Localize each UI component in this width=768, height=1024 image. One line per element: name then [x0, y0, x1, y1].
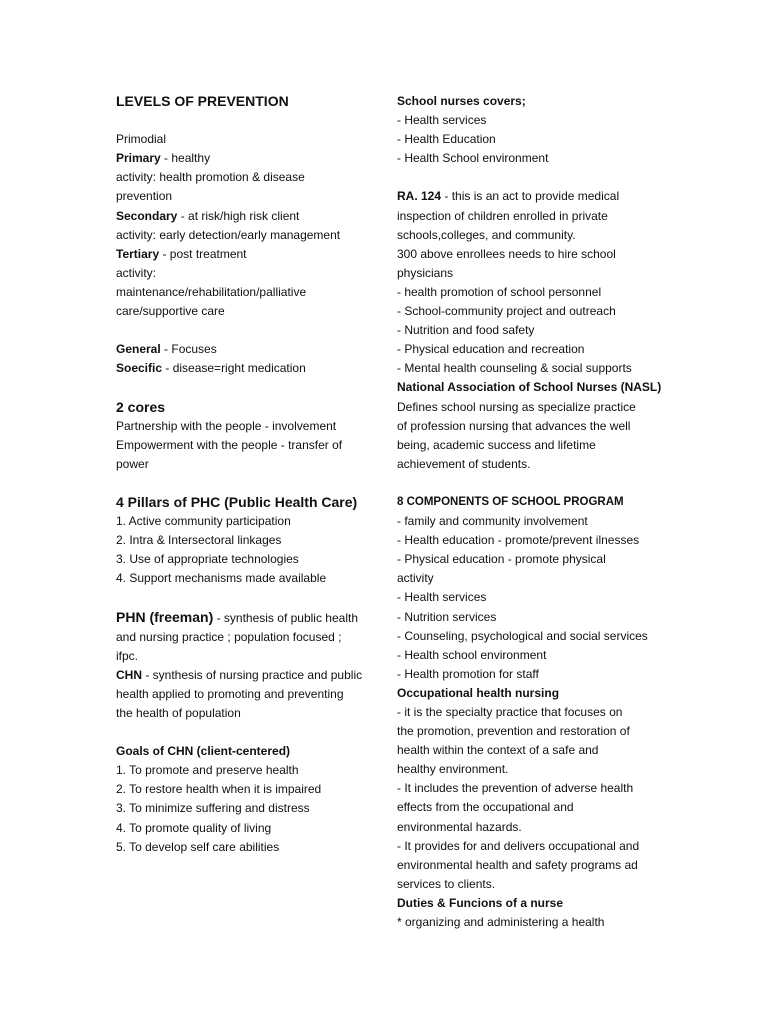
chn-detail-line: the health of population: [116, 706, 241, 720]
duties-heading: Duties & Funcions of a nurse: [397, 895, 564, 910]
phn-detail-line: and nursing practice ; population focused ;: [116, 629, 342, 644]
ra-label: RA. 124: [397, 189, 442, 204]
school-item: - Health services: [397, 113, 487, 128]
component-item: activity: [397, 571, 434, 586]
general-text: - Focuses: [160, 342, 217, 357]
primary-text: - healthy: [160, 151, 211, 166]
ra-detail-line: - Mental health counseling & social supports: [397, 361, 632, 376]
component-item: - Health promotion for staff: [397, 666, 539, 681]
primary-line: [116, 149, 378, 168]
secondary-text: - at risk/high risk client: [177, 208, 300, 223]
school-item: - Health School environment: [397, 151, 549, 166]
goal-item: 4. To promote quality of living: [116, 820, 272, 835]
nasl-line: Defines school nursing as specialize practice: [397, 399, 636, 414]
occupational-line: healthy environment.: [397, 762, 509, 777]
soecific-label: Soecific: [116, 361, 163, 376]
ra-detail-line: 300 above enrollees needs to hire school: [397, 246, 616, 261]
general-line: [116, 340, 378, 359]
occupational-line: - it is the specialty practice that focuses on: [397, 705, 623, 719]
tertiary-activity-line: activity:: [116, 265, 157, 280]
component-item: - family and community involvement: [397, 514, 588, 529]
pillar-item: 2. Intra & Intersectoral linkages: [116, 533, 282, 548]
primary-label: Primary: [116, 151, 161, 166]
pillars-heading: 4 Pillars of PHC (Public Health Care): [116, 493, 358, 510]
primodial-text: Primodial: [116, 132, 167, 147]
primary-activity-line: prevention: [116, 189, 173, 204]
tertiary-activity-line: maintenance/rehabilitation/palliative: [116, 284, 307, 299]
left-column: [116, 92, 378, 857]
nasl-heading: National Association of School Nurses (NASL): [397, 380, 662, 395]
occupational-line: effects from the occupational and: [397, 800, 574, 815]
phn-line: [116, 608, 378, 628]
levels-of-prevention-heading: LEVELS OF PREVENTION: [116, 93, 289, 109]
secondary-activity-line: activity: early detection/early management: [116, 227, 341, 242]
soecific-line: [116, 359, 378, 378]
occupational-line: services to clients.: [397, 876, 496, 891]
occupational-line: environmental health and safety programs ad: [397, 857, 638, 872]
phn-label: PHN (freeman): [116, 608, 214, 625]
tertiary-line: [116, 245, 378, 264]
ra-detail-line: - health promotion of school personnel: [397, 284, 602, 299]
school-nurses-heading: School nurses covers;: [397, 94, 526, 108]
secondary-line: [116, 207, 378, 226]
nasl-line: achievement of students.: [397, 456, 531, 471]
chn-text: - synthesis of nursing practice and public: [142, 667, 363, 682]
goal-item: 2. To restore health when it is impaired: [116, 782, 322, 797]
occupational-line: environmental hazards.: [397, 819, 522, 834]
tertiary-label: Tertiary: [116, 246, 160, 261]
ra-detail-line: - School-community project and outreach: [397, 304, 616, 319]
goal-item: 5. To develop self care abilities: [116, 839, 280, 854]
pillar-item: 3. Use of appropriate technologies: [116, 552, 299, 567]
primary-activity-line: activity: health promotion & disease: [116, 170, 305, 185]
occupational-line: - It includes the prevention of adverse health: [397, 781, 634, 796]
chn-line: [116, 666, 378, 685]
ra-text: - this is an act to provide medical: [441, 189, 620, 204]
secondary-label: Secondary: [116, 208, 178, 223]
ra-detail-line: inspection of children enrolled in private: [397, 208, 608, 223]
cores-line: Partnership with the people - involvement: [116, 418, 337, 433]
components-heading: 8 COMPONENTS OF SCHOOL PROGRAM: [397, 495, 624, 508]
chn-label: CHN: [116, 667, 142, 682]
component-item: - Nutrition services: [397, 609, 497, 624]
tertiary-activity-line: care/supportive care: [116, 304, 225, 319]
ra-detail-line: - Physical education and recreation: [397, 342, 585, 357]
nasl-line: being, academic success and lifetime: [397, 437, 596, 452]
tertiary-text: - post treatment: [159, 246, 247, 261]
goal-item: 3. To minimize suffering and distress: [116, 801, 310, 816]
general-label: General: [116, 342, 161, 357]
component-item: - Health services: [397, 590, 487, 605]
ra-detail-line: schools,colleges, and community.: [397, 227, 576, 242]
nasl-line: of profession nursing that advances the well: [397, 418, 631, 433]
soecific-text: - disease=right medication: [162, 361, 306, 376]
ra-line: [397, 187, 659, 206]
chn-detail-line: health applied to promoting and preventing: [116, 686, 344, 701]
occupational-heading: Occupational health nursing: [397, 685, 560, 700]
two-cores-heading: 2 cores: [116, 398, 166, 415]
occupational-line: the promotion, prevention and restoration of: [397, 724, 630, 739]
cores-line: power: [116, 456, 149, 471]
goal-item: 1. To promote and preserve health: [116, 763, 299, 778]
duties-line: * organizing and administering a health: [397, 915, 605, 930]
goals-heading: Goals of CHN (client-centered): [116, 744, 291, 759]
ra-detail-line: - Nutrition and food safety: [397, 323, 535, 338]
component-item: - Counseling, psychological and social services: [397, 628, 648, 643]
component-item: - Physical education - promote physical: [397, 552, 606, 567]
ra-detail-line: physicians: [397, 265, 454, 280]
school-item: - Health Education: [397, 132, 496, 147]
component-item: - Health education - promote/prevent ilnesses: [397, 533, 640, 548]
right-column: [397, 92, 662, 932]
component-item: - Health school environment: [397, 647, 547, 662]
phn-detail-line: ifpc.: [116, 648, 139, 663]
cores-line: Empowerment with the people - transfer of: [116, 437, 343, 452]
occupational-line: - It provides for and delivers occupational and: [397, 838, 640, 853]
pillar-item: 4. Support mechanisms made available: [116, 571, 327, 586]
occupational-line: health within the context of a safe and: [397, 743, 599, 758]
phn-text: - synthesis of public health: [213, 610, 358, 625]
pillar-item: 1. Active community participation: [116, 514, 291, 529]
